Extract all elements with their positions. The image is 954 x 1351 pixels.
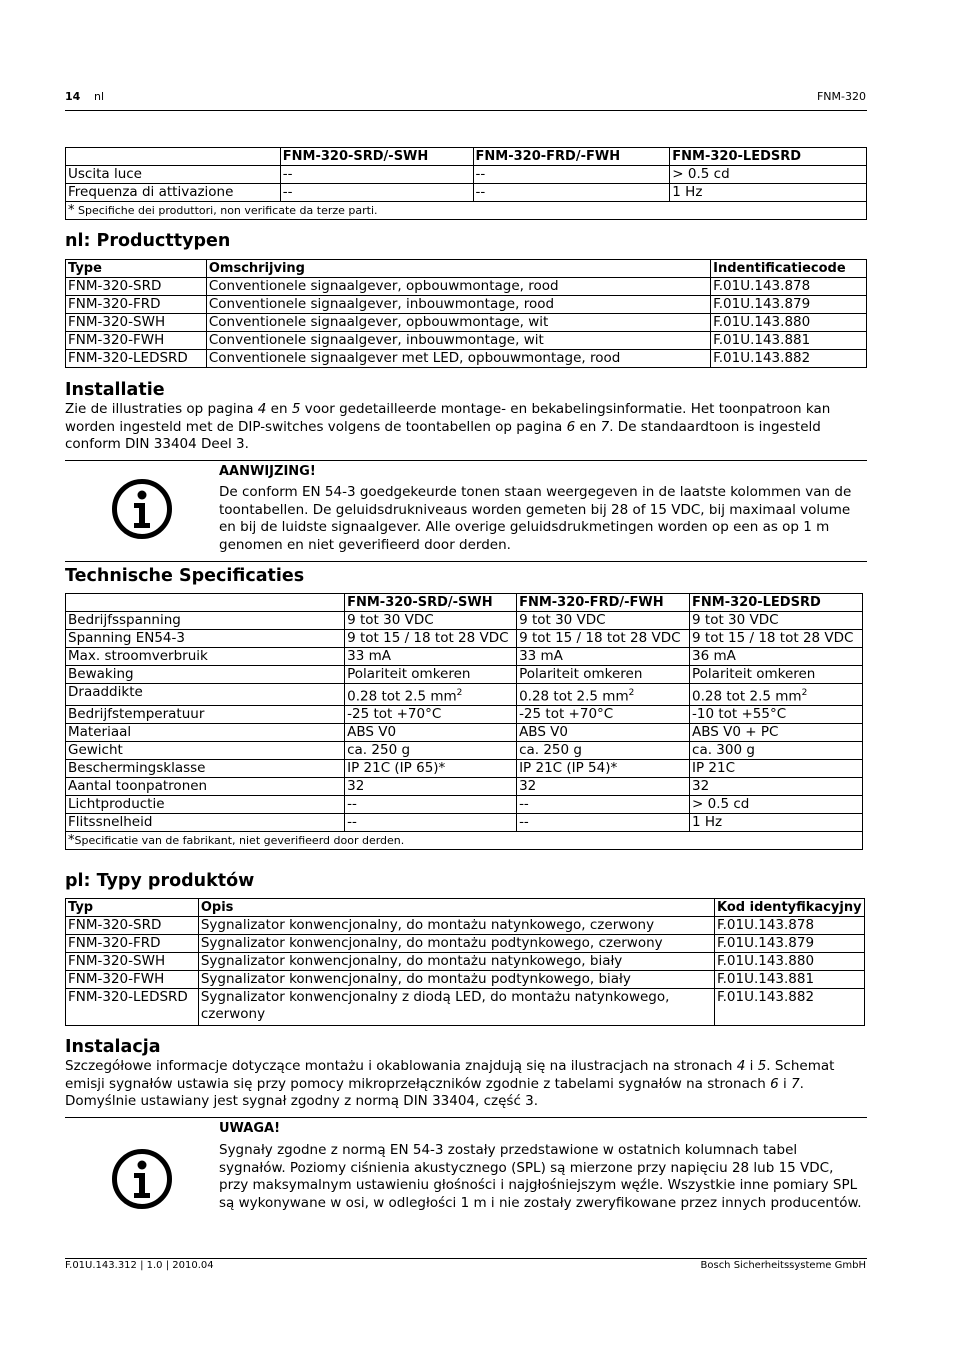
table-cell: 0.28 tot 2.5 $mm^2$ (517, 684, 690, 706)
table-cell: F.01U.143.881 (711, 332, 867, 350)
nl-product-types-table (65, 259, 867, 368)
table-cell: Conventionele signaalgever, opbouwmontage, rood (206, 278, 710, 296)
table-cell: Bedrijfsspanning (66, 612, 345, 630)
table-row (66, 166, 867, 184)
table-cell: ca. 300 g (690, 742, 863, 760)
table-header-cell: Omschrijving (206, 260, 710, 278)
table-cell: 9 tot 30 VDC (517, 612, 690, 630)
table-row (66, 612, 863, 630)
table-cell: FNM-320-FWH (66, 332, 207, 350)
table-cell: IP 21C (IP 65)* (345, 760, 517, 778)
table-footnote: * Specifiche dei produttori, non verificate da terze parti. (66, 202, 867, 220)
table-cell: ABS V0 + PC (690, 724, 863, 742)
table-header-cell: FNM-320-SRD/-SWH (345, 594, 517, 612)
table-cell: 1 Hz (690, 814, 863, 832)
table-cell: Frequenza di attivazione (66, 184, 281, 202)
table-cell: FNM-320-SRD (66, 278, 207, 296)
table-cell: Max. stroomverbruik (66, 648, 345, 666)
table-cell: F.01U.143.881 (715, 971, 865, 989)
table-header-row (66, 899, 865, 917)
table-row (66, 796, 863, 814)
table-row (66, 778, 863, 796)
table-cell: Conventionele signaalgever, inbouwmontage, wit (206, 332, 710, 350)
section-title: Instalacja (65, 1037, 161, 1057)
table-cell: Conventionele signaalgever, opbouwmontage, wit (206, 314, 710, 332)
table-row (66, 630, 863, 648)
table-row (66, 760, 863, 778)
table-cell: Polariteit omkeren (345, 666, 517, 684)
table-header-cell: FNM-320-FRD/-FWH (473, 148, 670, 166)
table-cell: 9 tot 30 VDC (690, 612, 863, 630)
installation-paragraph: Zie de illustraties op pagina 4 en 5 voor gedetailleerde montage- en bekabelingsinformatie. Het toonpatroon kan worden ingesteld met de DIP-switches volgens de toontabellen op pagina 6 en 7. De standaardtoon is ingesteld conform DIN 33404 Deel 3. (65, 401, 831, 452)
table-cell: -- (473, 184, 670, 202)
table-cell: FNM-320-LEDSRD (66, 989, 199, 1026)
technical-spec-table (65, 593, 863, 850)
document-title: FNM-320 (816, 90, 866, 103)
header-rule (65, 110, 867, 111)
table-cell: 32 (690, 778, 863, 796)
table-cell: Polariteit omkeren (517, 666, 690, 684)
table-header-cell: Opis (198, 899, 714, 917)
table-header-row (66, 594, 863, 612)
table-row (66, 989, 865, 1026)
table-cell: 33 mA (517, 648, 690, 666)
table-cell: Aantal toonpatronen (66, 778, 345, 796)
table-cell: Conventionele signaalgever met LED, opbouwmontage, rood (206, 350, 710, 368)
table-footnote-row (66, 832, 863, 850)
table-cell: -25 tot +70°C (345, 706, 517, 724)
table-cell: FNM-320-SWH (66, 314, 207, 332)
table-cell: -10 tot +55°C (690, 706, 863, 724)
table-cell: 32 (517, 778, 690, 796)
table-cell: Sygnalizator konwencjonalny, do montażu podtynkowego, czerwony (198, 935, 714, 953)
table-header-cell: FNM-320-FRD/-FWH (517, 594, 690, 612)
table-row (66, 706, 863, 724)
table-footnote-row (66, 202, 867, 220)
table-cell: Sygnalizator konwencjonalny z diodą LED, do montażu natynkowego, czerwony (198, 989, 714, 1026)
table-cell: -- (345, 814, 517, 832)
table-row (66, 684, 863, 706)
note-text: Sygnały zgodne z normą EN 54-3 zostały przedstawione w ostatnich kolumnach tabel sygnałów. Poziomy ciśnienia akustycznego (SPL) są mierzone przy napięciu 28 lub 15 VDC, przy maksymalnym ustawieniu głośności i najgłośniejszym węźle. Wszystkie inne pomiary SPL są wykonywane w osi, w odległości 1 m i nie zostały zweryfikowane przez innych producentów. (219, 1142, 862, 1211)
installation-paragraph: Szczegółowe informacje dotyczące montażu i okablowania znajdują się na ilustracjach na stronach 4 i 5. Schemat emisji sygnałów ustawia się przy pomocy mikroprzełączników zgodnie z tabelami sygnałów na stronach 6 i 7. Domyślnie ustawiany jest sygnał zgodny z normą DIN 33404, część 3. (65, 1058, 835, 1109)
table-cell: F.01U.143.878 (715, 917, 865, 935)
table-cell: 0.28 tot 2.5 $mm^2$ (345, 684, 517, 706)
table-cell: F.01U.143.880 (715, 953, 865, 971)
table-row (66, 953, 865, 971)
table-cell: F.01U.143.882 (711, 350, 867, 368)
table-cell: 32 (345, 778, 517, 796)
table-cell: Spanning EN54-3 (66, 630, 345, 648)
table-cell: 9 tot 15 / 18 tot 28 VDC (690, 630, 863, 648)
table-cell: FNM-320-LEDSRD (66, 350, 207, 368)
table-footnote: *Specificatie van de fabrikant, niet geverifieerd door derden. (66, 832, 863, 850)
table-cell: 9 tot 15 / 18 tot 28 VDC (345, 630, 517, 648)
table-row (66, 184, 867, 202)
section-title: pl: Typy produktów (65, 871, 255, 891)
section-title: Technische Specificaties (65, 566, 305, 586)
note-title: UWAGA! (219, 1121, 281, 1136)
table-cell: Sygnalizator konwencjonalny, do montażu natynkowego, biały (198, 953, 714, 971)
table-cell: Beschermingsklasse (66, 760, 345, 778)
table-cell: FNM-320-FRD (66, 296, 207, 314)
table-row (66, 724, 863, 742)
section-title: nl: Producttypen (65, 231, 231, 251)
table-cell: 33 mA (345, 648, 517, 666)
table-cell: Conventionele signaalgever, inbouwmontage, rood (206, 296, 710, 314)
table-cell: FNM-320-FRD (66, 935, 199, 953)
table-row (66, 917, 865, 935)
table-row (66, 648, 863, 666)
table-cell: F.01U.143.878 (711, 278, 867, 296)
table-cell: -- (517, 796, 690, 814)
table-cell: Sygnalizator konwencjonalny, do montażu natynkowego, czerwony (198, 917, 714, 935)
table-header-cell: FNM-320-SRD/-SWH (280, 148, 473, 166)
table-cell: ca. 250 g (517, 742, 690, 760)
table-cell: F.01U.143.882 (715, 989, 865, 1026)
table-header-cell: Typ (66, 899, 199, 917)
table-row (66, 296, 867, 314)
language-code: nl (94, 90, 105, 103)
table-row (66, 350, 867, 368)
note-text: De conform EN 54-3 goedgekeurde tonen staan weergegeven in de laatste kolommen van de toontabellen. De geluidsdrukniveaus worden gemeten bij 28 of 15 VDC, bij maximaal volume en bij de luidste signaalgever. Alle overige geluidsdrukmetingen worden op een as op 1 m genomen en niet geverifieerd door derden. (219, 484, 852, 553)
table-cell: IP 21C (690, 760, 863, 778)
table-row (66, 278, 867, 296)
table-cell: -- (473, 166, 670, 184)
note-rule-top (65, 460, 867, 461)
table-header-cell (66, 148, 281, 166)
table-cell: Flitssnelheid (66, 814, 345, 832)
table-row (66, 971, 865, 989)
table-cell: F.01U.143.879 (715, 935, 865, 953)
table-cell: -- (280, 184, 473, 202)
table-cell: IP 21C (IP 54)* (517, 760, 690, 778)
table-header-cell: Indentificatiecode (711, 260, 867, 278)
table-header-cell (66, 594, 345, 612)
info-icon (111, 478, 173, 540)
page-number: 14 (65, 90, 81, 103)
table-row (66, 332, 867, 350)
note-title: AANWIJZING! (219, 464, 316, 479)
table-cell: 9 tot 15 / 18 tot 28 VDC (517, 630, 690, 648)
table-cell: -- (280, 166, 473, 184)
table-cell: Lichtproductie (66, 796, 345, 814)
table-row (66, 314, 867, 332)
table-cell: Sygnalizator konwencjonalny, do montażu podtynkowego, biały (198, 971, 714, 989)
table-cell: FNM-320-FWH (66, 971, 199, 989)
table-cell: Bewaking (66, 666, 345, 684)
table-cell: Uscita luce (66, 166, 281, 184)
table-header-cell: FNM-320-LEDSRD (670, 148, 867, 166)
table-row (66, 666, 863, 684)
table-cell: Polariteit omkeren (690, 666, 863, 684)
table-cell: -25 tot +70°C (517, 706, 690, 724)
table-header-cell: Kod identyfikacyjny (715, 899, 865, 917)
table-row (66, 935, 865, 953)
optical-spec-table (65, 147, 867, 220)
note-rule-bottom (65, 561, 867, 562)
footer-doc-info: F.01U.143.312 | 1.0 | 2010.04 (65, 1260, 214, 1271)
table-cell: 1 Hz (670, 184, 867, 202)
footer-rule (65, 1258, 867, 1259)
table-cell: 0.28 tot 2.5 $mm^2$ (690, 684, 863, 706)
table-cell: Materiaal (66, 724, 345, 742)
table-cell: Bedrijfstemperatuur (66, 706, 345, 724)
pl-product-types-table (65, 898, 865, 1026)
table-cell: -- (345, 796, 517, 814)
table-cell: Draaddikte (66, 684, 345, 706)
footer-company: Bosch Sicherheitssysteme GmbH (700, 1260, 866, 1271)
table-cell: 36 mA (690, 648, 863, 666)
table-header-cell: FNM-320-LEDSRD (690, 594, 863, 612)
table-row (66, 742, 863, 760)
table-header-row (66, 148, 867, 166)
table-header-row (66, 260, 867, 278)
table-cell: FNM-320-SWH (66, 953, 199, 971)
table-cell: > 0.5 cd (690, 796, 863, 814)
table-cell: F.01U.143.880 (711, 314, 867, 332)
table-cell: ABS V0 (517, 724, 690, 742)
note-rule-top (65, 1117, 867, 1118)
table-cell: Gewicht (66, 742, 345, 760)
table-cell: 9 tot 30 VDC (345, 612, 517, 630)
table-cell: ca. 250 g (345, 742, 517, 760)
table-header-cell: Type (66, 260, 207, 278)
info-icon (111, 1148, 173, 1210)
table-cell: > 0.5 cd (670, 166, 867, 184)
table-cell: -- (517, 814, 690, 832)
table-cell: F.01U.143.879 (711, 296, 867, 314)
table-row (66, 814, 863, 832)
table-cell: FNM-320-SRD (66, 917, 199, 935)
section-title: Installatie (65, 380, 165, 400)
table-cell: ABS V0 (345, 724, 517, 742)
